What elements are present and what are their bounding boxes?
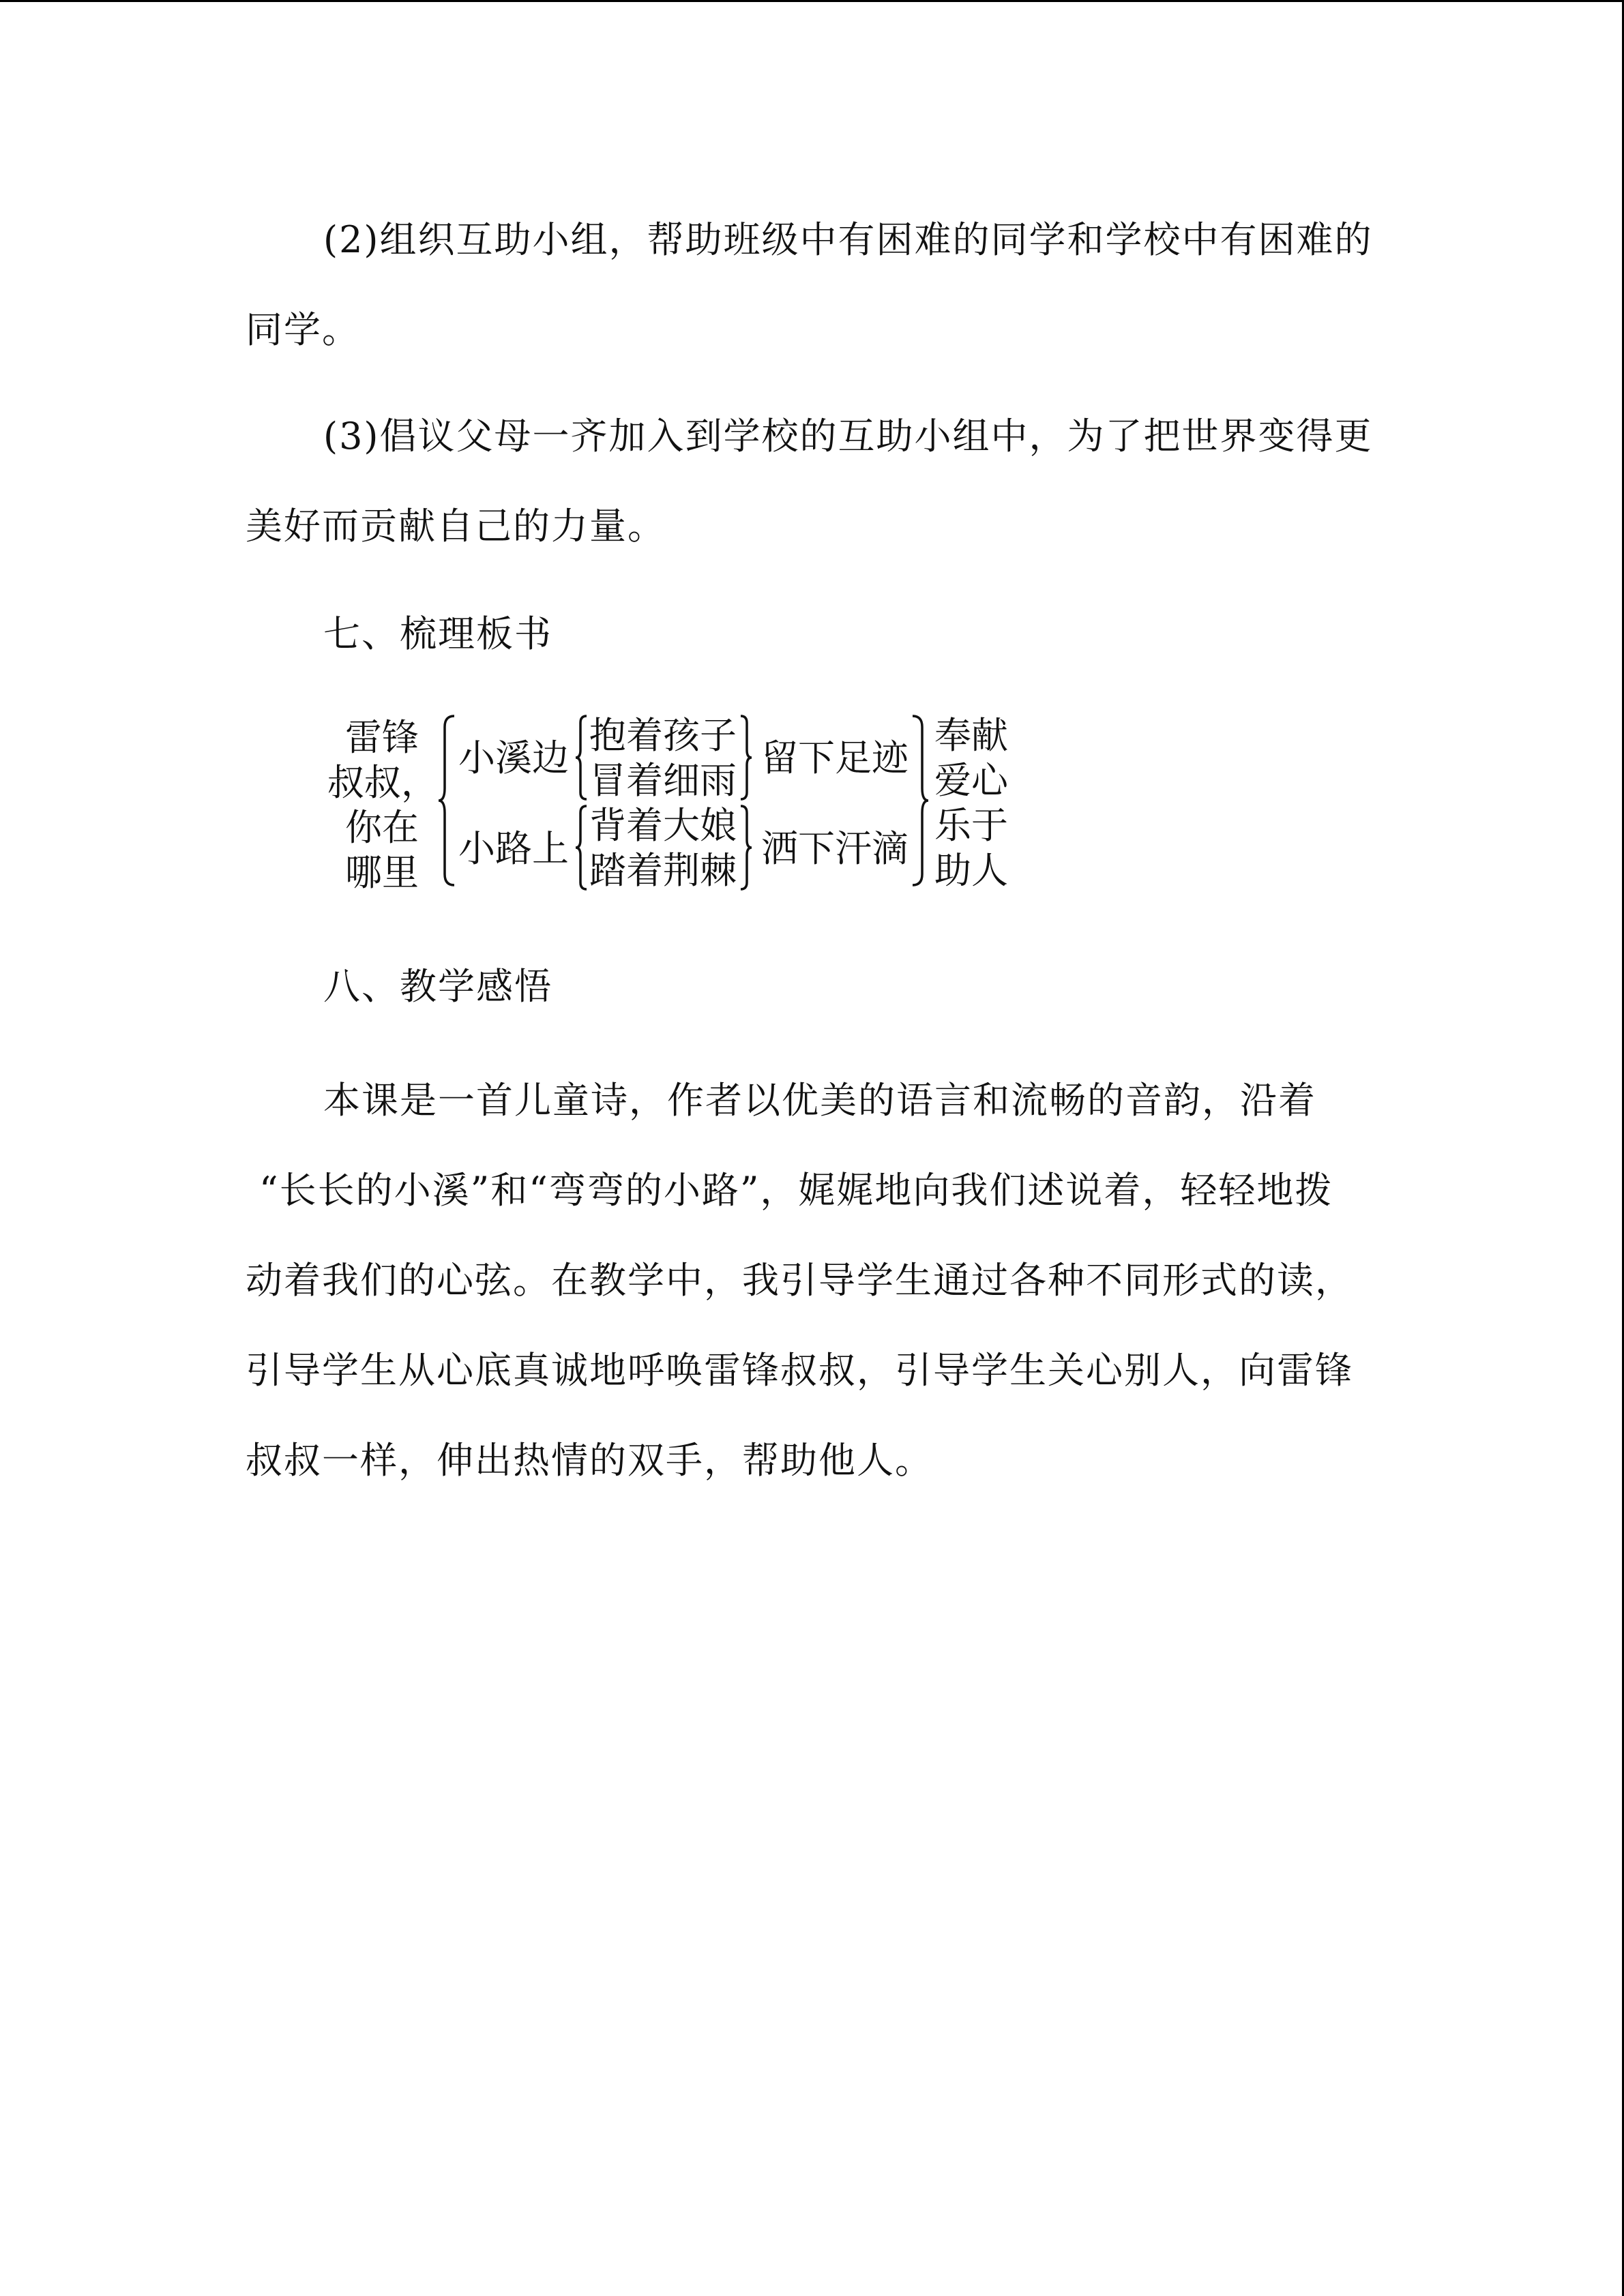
brace-left-actions-bottom (574, 805, 588, 891)
paragraph-line: 同学。 (246, 308, 360, 351)
paragraph-line: 叔叔一样，伸出热情的双手，帮助他人。 (246, 1439, 933, 1482)
paragraph-line: 动着我们的心弦。在教学中，我引导学生通过各种不同形式的读， (246, 1259, 1353, 1302)
board-theme-line: 奉献 (934, 714, 1008, 757)
board-action: 背着大娘 (589, 804, 737, 847)
section-heading-8: 八、教学感悟 (323, 965, 552, 1008)
brace-left-actions-top (574, 715, 588, 801)
section-heading-7: 七、梳理板书 (323, 612, 552, 655)
brace-right-actions-bottom (739, 805, 753, 891)
page-top-border (0, 0, 1624, 2)
paragraph-line: “长长的小溪”和“弯弯的小路”，娓娓地向我们述说着，轻轻地拨 (259, 1169, 1333, 1212)
paragraph-line: (3)倡议父母一齐加入到学校的互助小组中，为了把世界变得更 (323, 415, 1373, 458)
board-place: 小溪边 (458, 736, 569, 779)
board-title-line: 你在 (345, 806, 419, 849)
board-title-line: 雷锋 (345, 716, 419, 759)
board-theme-line: 乐于 (934, 804, 1008, 847)
board-action: 踏着荆棘 (589, 849, 737, 892)
board-action: 冒着细雨 (589, 759, 737, 802)
reflection-paragraph (246, 1056, 1378, 1506)
board-theme-line: 爱心 (934, 759, 1008, 802)
brace-right-main (910, 715, 930, 886)
brace-right-actions-top (739, 715, 753, 801)
board-action: 抱着孩子 (589, 714, 737, 757)
board-result: 留下足迹 (761, 736, 909, 779)
paragraph-line: 引导学生从心底真诚地呼唤雷锋叔叔，引导学生关心别人，向雷锋 (246, 1349, 1353, 1392)
paragraph-item-3 (246, 391, 1378, 571)
paragraph-line: (2)组织互助小组，帮助班级中有困难的同学和学校中有困难的 (323, 218, 1373, 261)
brace-left-main (437, 715, 457, 886)
board-result: 洒下汗滴 (761, 827, 909, 870)
board-title-line: 叔叔， (327, 761, 438, 804)
paragraph-line: 美好而贡献自己的力量。 (246, 505, 666, 548)
board-theme-line: 助人 (934, 849, 1008, 892)
paragraph-line: 本课是一首儿童诗，作者以优美的语言和流畅的音韵，沿着 (323, 1079, 1316, 1122)
board-place: 小路上 (458, 827, 569, 870)
paragraph-item-2 (246, 195, 1378, 375)
board-title-line: 哪里 (345, 851, 419, 894)
